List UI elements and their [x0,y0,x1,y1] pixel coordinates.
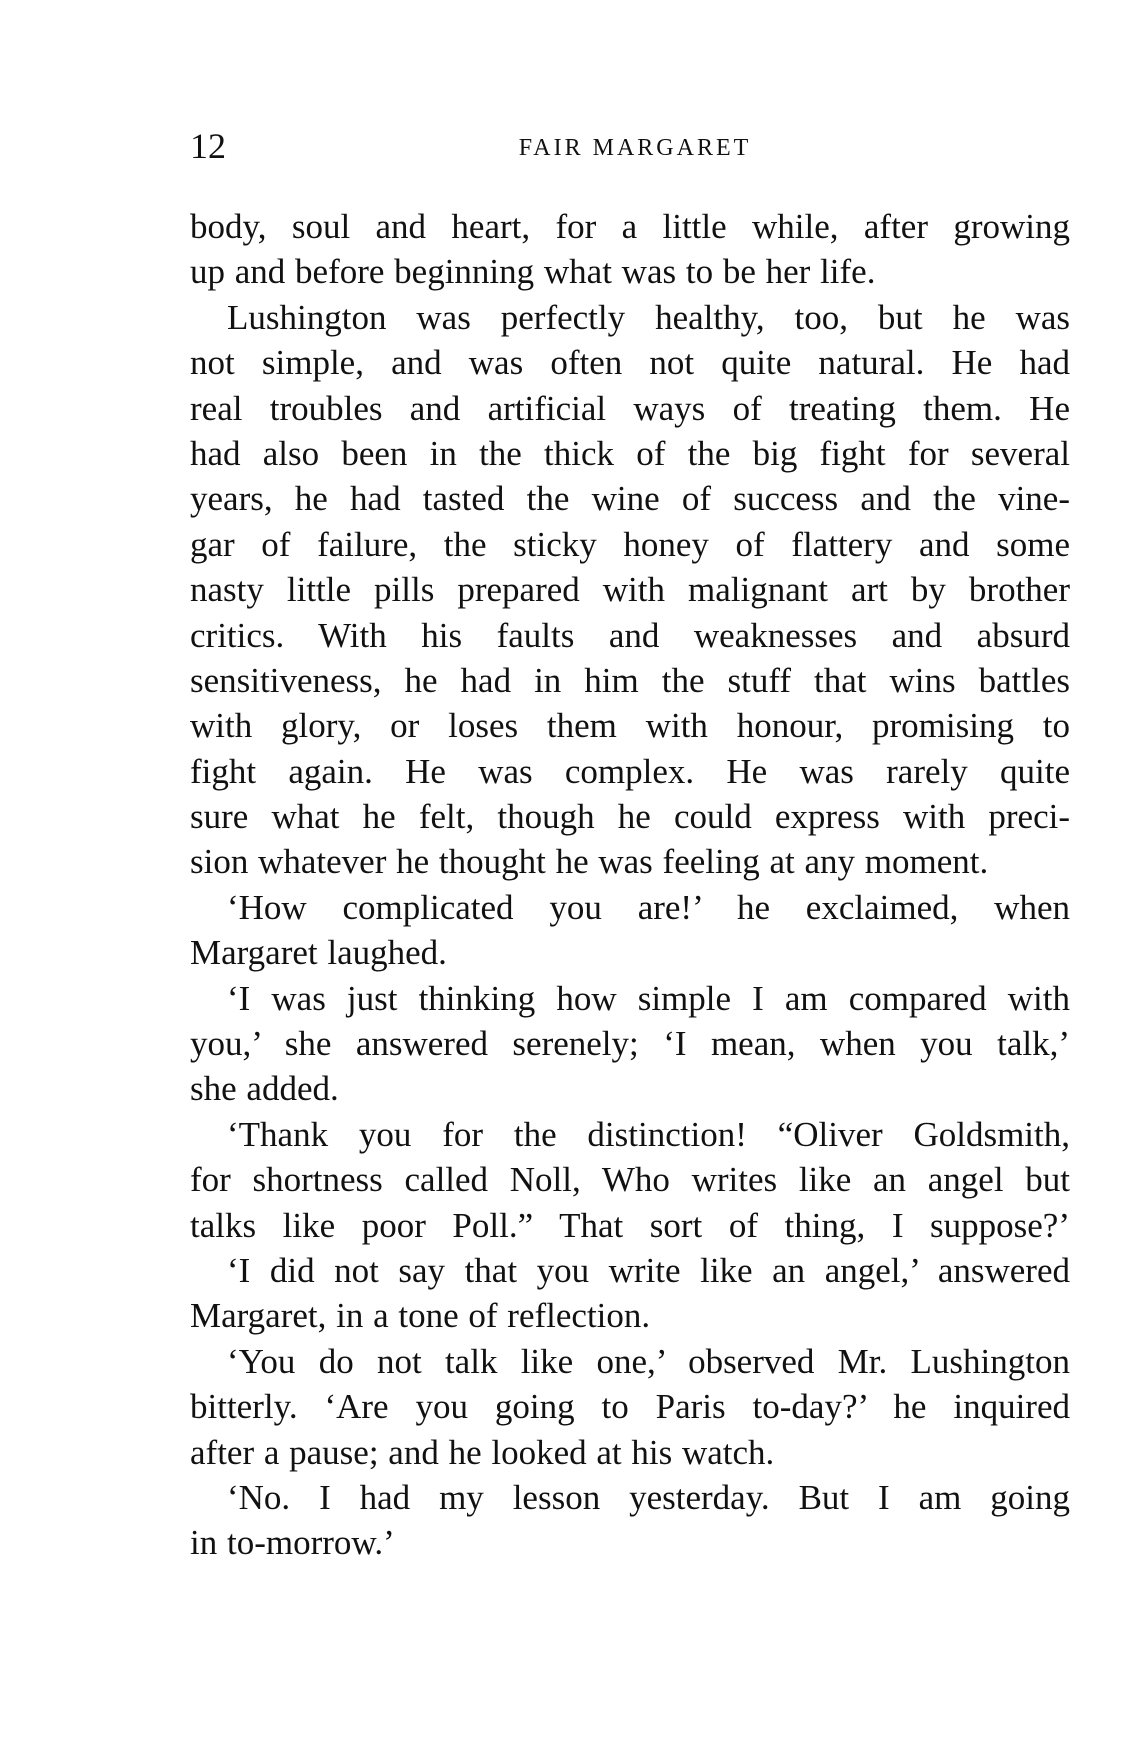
text-line: Margaret laughed. [190,933,447,973]
text-line: gar of failure, the sticky honey of flattery and some [190,524,1070,564]
text-line: Lushington was perfectly healthy, too, but he was [227,297,1070,337]
text-line: sure what he felt, though he could express with preci- [190,797,1070,837]
body-text [190,204,1070,1566]
text-line: talks like poor Poll.” That sort of thing, I suppose?’ [190,1205,1070,1245]
text-line: critics. With his faults and weaknesses and absurd [190,615,1070,655]
page-number: 12 [190,126,226,166]
text-line: ‘How complicated you are!’ he exclaimed, when [227,887,1070,927]
text-line: with glory, or loses them with honour, promising to [190,706,1070,746]
text-line: sensitiveness, he had in him the stuff that wins battles [190,660,1070,700]
text-line: fight again. He was complex. He was rarely quite [190,751,1070,791]
running-head [190,124,1070,168]
text-line: you,’ she answered serenely; ‘I mean, when you talk,’ [190,1024,1070,1064]
text-line: nasty little pills prepared with malignant art by brother [190,570,1070,610]
text-line: after a pause; and he looked at his watch. [190,1432,775,1472]
text-line: ‘No. I had my lesson yesterday. But I am going [227,1477,1070,1517]
text-line: sion whatever he thought he was feeling at any moment. [190,842,989,882]
text-line: ‘I was just thinking how simple I am compared with [227,978,1070,1018]
text-line: she added. [190,1069,339,1109]
text-line: years, he had tasted the wine of success and the vine- [190,479,1070,519]
text-line: Margaret, in a tone of reflection. [190,1296,651,1336]
text-line: body, soul and heart, for a little while, after growing [190,207,1070,246]
text-line: ‘I did not say that you write like an angel,’ answered [227,1250,1070,1290]
text-line: had also been in the thick of the big fight for several [190,433,1070,473]
text-line: in to-morrow.’ [190,1523,395,1563]
text-line: bitterly. ‘Are you going to Paris to-day?’ he inquired [190,1387,1070,1427]
text-line: not simple, and was often not quite natural. He had [190,343,1070,383]
text-line: real troubles and artificial ways of treating them. He [190,388,1070,428]
text-line: up and before beginning what was to be her life. [190,252,876,292]
running-title: FAIR MARGARET [518,135,752,161]
text-line: ‘Thank you for the distinction! “Oliver Goldsmith, [227,1114,1070,1154]
text-line: ‘You do not talk like one,’ observed Mr. Lushington [227,1341,1070,1381]
text-line: for shortness called Noll, Who writes like an angel but [190,1160,1070,1200]
